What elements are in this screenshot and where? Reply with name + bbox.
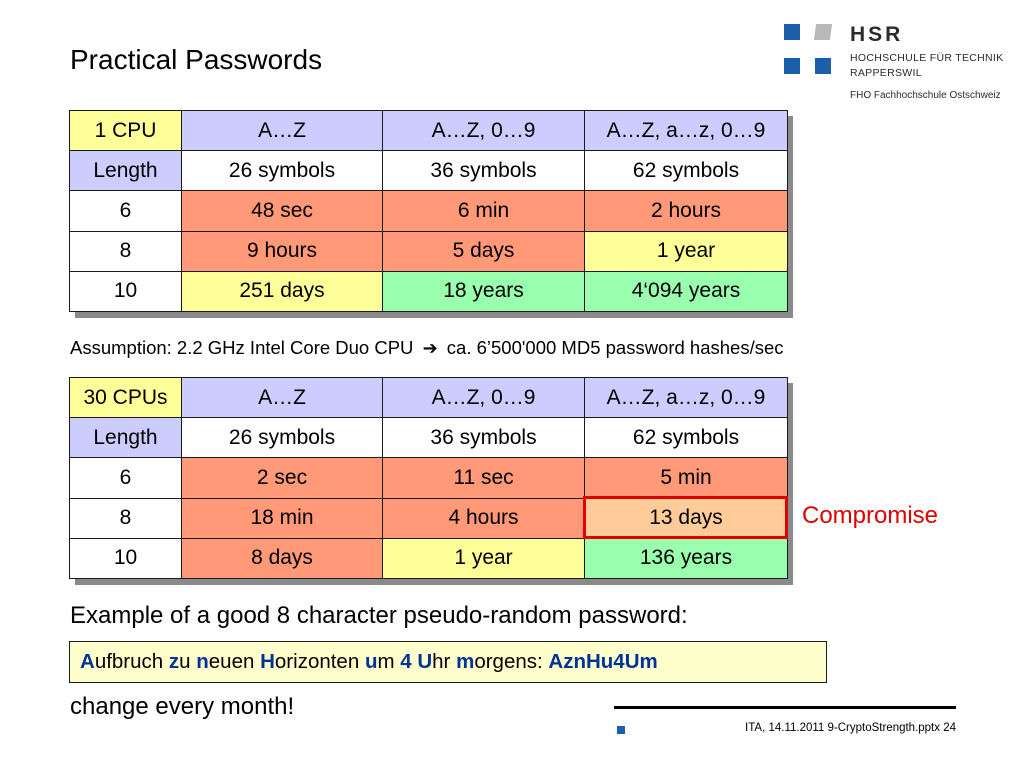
table-cell: 1 year — [585, 231, 788, 271]
row-header: Length — [70, 151, 182, 191]
table-cell: 62 symbols — [585, 151, 788, 191]
letter-highlight: A — [80, 650, 95, 673]
table-row — [70, 231, 788, 271]
table-cell: 1 year — [383, 538, 585, 578]
letter-highlight: H — [260, 650, 275, 673]
table-cell: 2 sec — [182, 458, 383, 498]
row-header: 10 — [70, 538, 182, 578]
table-row — [70, 498, 788, 538]
row-header: 10 — [70, 271, 182, 311]
table-corner: 30 CPUs — [70, 378, 182, 418]
footer-divider — [614, 706, 956, 709]
table-cell: 5 min — [585, 458, 788, 498]
table-header-row — [70, 111, 788, 151]
word-rest: orizonten — [274, 650, 365, 673]
logo-name: HSR — [850, 23, 904, 46]
column-header: A…Z — [182, 378, 383, 418]
logo-line3: FHO Fachhochschule Ostschweiz — [850, 90, 1001, 101]
table-cell: 251 days — [182, 271, 383, 311]
word-rest: u — [179, 650, 197, 673]
table-30-cpus — [69, 377, 788, 579]
footer-text: ITA, 14.11.2011 9-CryptoStrength.pptx 24 — [745, 722, 956, 734]
table-cell: 13 days — [585, 498, 788, 538]
column-header: A…Z, 0…9 — [383, 111, 585, 151]
table-cell: 18 min — [182, 498, 383, 538]
table-cell: 26 symbols — [182, 151, 383, 191]
table-row — [70, 151, 788, 191]
row-header: 8 — [70, 498, 182, 538]
change-text: change every month! — [70, 693, 295, 720]
word-rest: m — [377, 650, 401, 673]
table-cell: 5 days — [383, 231, 585, 271]
table-row — [70, 458, 788, 498]
slide-title: Practical Passwords — [70, 44, 323, 75]
table-cell: 26 symbols — [182, 418, 383, 458]
logo-line2: RAPPERSWIL — [850, 67, 922, 79]
table-cell: 62 symbols — [585, 418, 788, 458]
letter-highlight: 4 U — [400, 650, 433, 673]
letter-highlight: m — [456, 650, 475, 673]
word-rest: ufbruch — [94, 650, 169, 673]
row-header: 6 — [70, 458, 182, 498]
assumption-suffix: ca. 6’500'000 MD5 password hashes/sec — [446, 337, 784, 358]
table-cell: 36 symbols — [383, 151, 585, 191]
table-cell: 9 hours — [182, 231, 383, 271]
word-rest: orgens: — [474, 650, 549, 673]
footer-bullet-icon — [617, 726, 625, 734]
logo-square-icon — [815, 58, 831, 74]
logo-line1: HOCHSCHULE FÜR TECHNIK — [850, 52, 1004, 64]
row-header: 6 — [70, 191, 182, 231]
table-cell: 4 hours — [383, 498, 585, 538]
column-header: A…Z, a…z, 0…9 — [585, 378, 788, 418]
table-cell: 36 symbols — [383, 418, 585, 458]
table-cell: 11 sec — [383, 458, 585, 498]
table-cell: 18 years — [383, 271, 585, 311]
table-row — [70, 418, 788, 458]
table-cell: 4‘094 years — [585, 271, 788, 311]
word-rest: euen — [208, 650, 261, 673]
letter-highlight: n — [196, 650, 209, 673]
table-cell: 6 min — [383, 191, 585, 231]
table-header-row — [70, 378, 788, 418]
assumption-text — [70, 337, 784, 359]
logo-square-icon — [784, 58, 800, 74]
letter-highlight: z — [168, 650, 180, 673]
logo-square-icon — [814, 24, 832, 40]
logo-square-icon — [784, 24, 800, 40]
column-header: A…Z, 0…9 — [383, 378, 585, 418]
table-cell: 2 hours — [585, 191, 788, 231]
table-1-cpu — [69, 110, 788, 312]
table-row — [70, 191, 788, 231]
password-example-box — [69, 641, 827, 683]
row-header: Length — [70, 418, 182, 458]
arrow-right-icon: ➔ — [422, 338, 438, 358]
letter-highlight: u — [364, 650, 378, 673]
table-row — [70, 538, 788, 578]
example-text: Example of a good 8 character pseudo-random password: — [70, 602, 688, 629]
table-row — [70, 271, 788, 311]
table-corner: 1 CPU — [70, 111, 182, 151]
hsr-logo — [784, 24, 1014, 104]
word-rest: hr — [432, 650, 457, 673]
password-result: AznHu4Um — [548, 650, 658, 673]
assumption-prefix: Assumption: 2.2 GHz Intel Core Duo CPU — [70, 337, 414, 358]
column-header: A…Z, a…z, 0…9 — [585, 111, 788, 151]
compromise-label: Compromise — [802, 502, 939, 529]
row-header: 8 — [70, 231, 182, 271]
table-cell: 136 years — [585, 538, 788, 578]
table-cell: 8 days — [182, 538, 383, 578]
table-cell: 48 sec — [182, 191, 383, 231]
column-header: A…Z — [182, 111, 383, 151]
